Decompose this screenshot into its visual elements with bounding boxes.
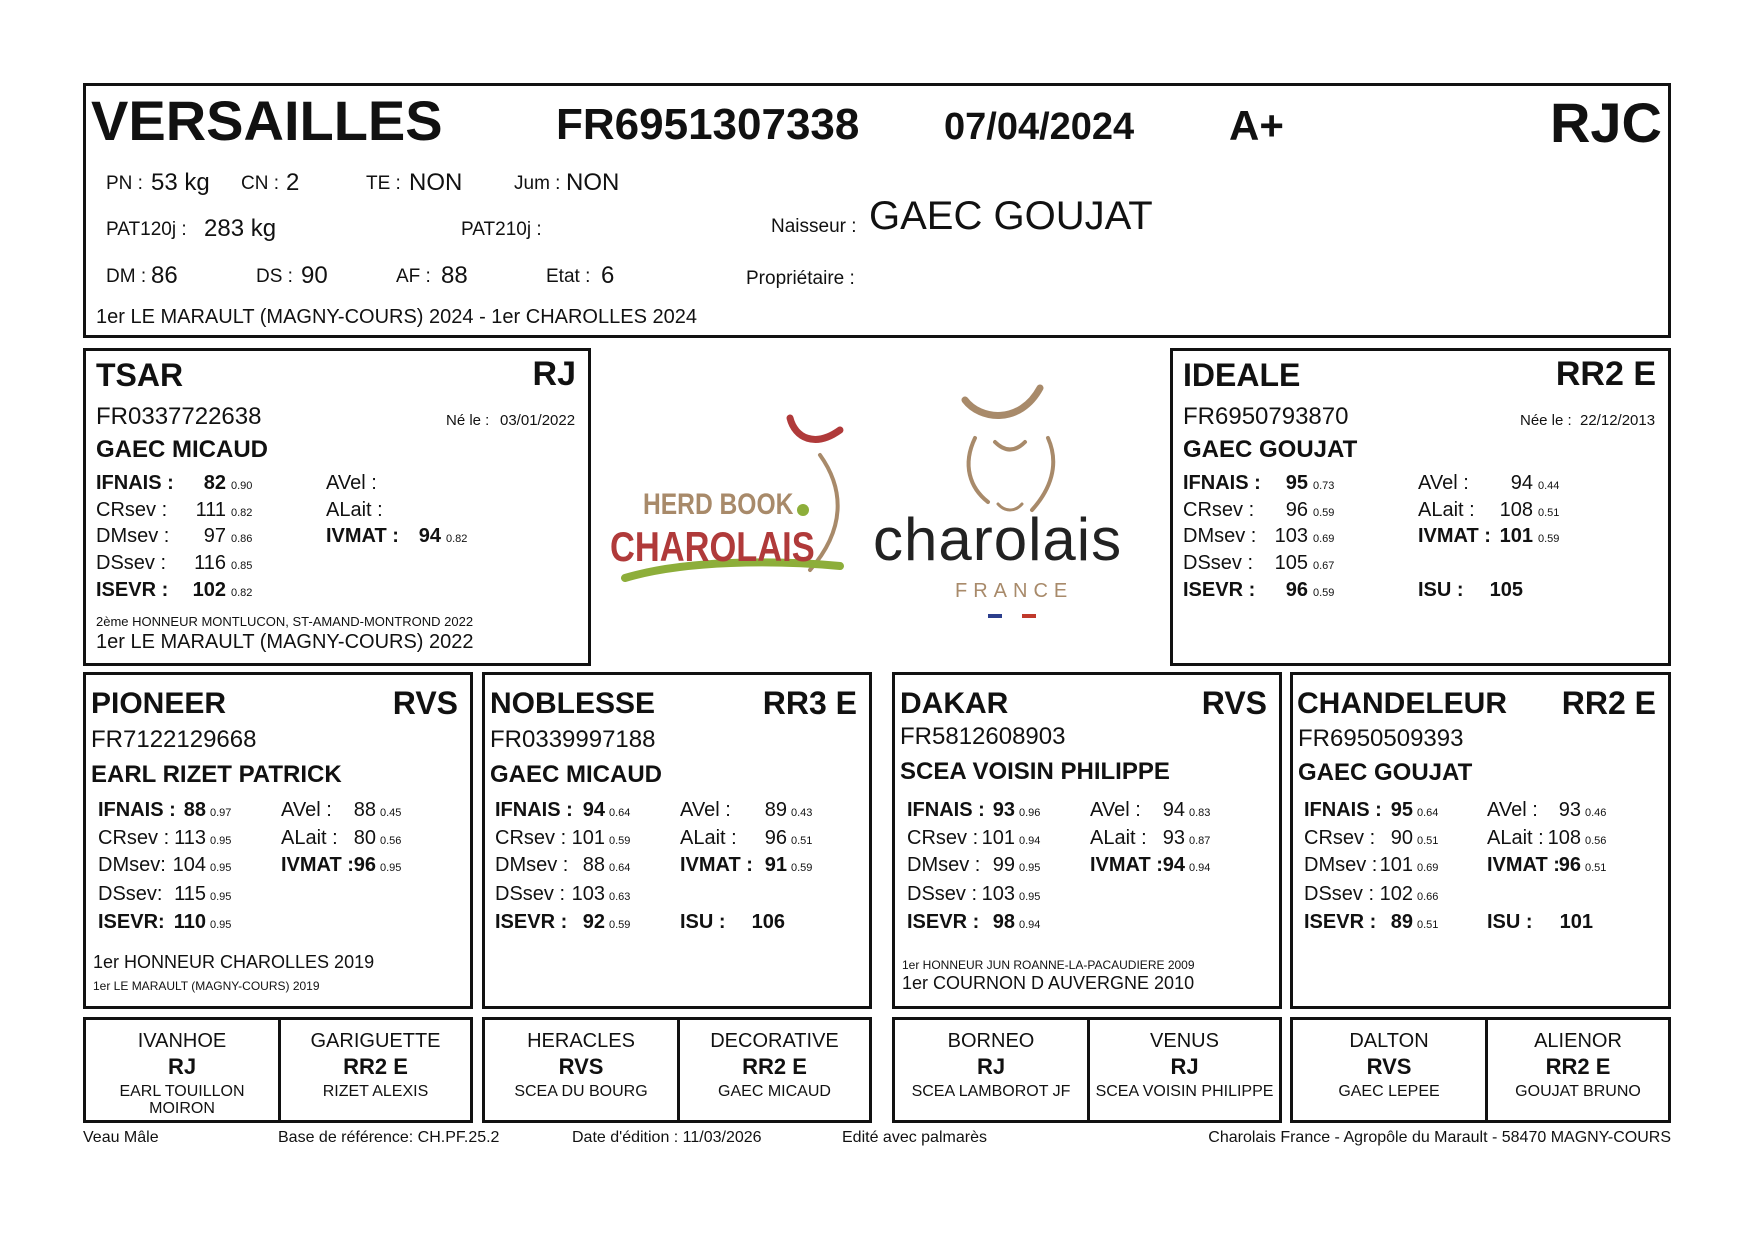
chandeleur-ivmat: 96 (1558, 854, 1581, 876)
grandparent-cell (281, 1020, 470, 1120)
noblesse-isevr-rel: 0.59 (609, 919, 631, 931)
chandeleur-alait-label: ALait : (1487, 827, 1544, 849)
dam-name: IDEALE (1183, 357, 1301, 393)
grandparent-owner: RIZET ALEXIS (322, 1083, 429, 1100)
grandparent-cell (1293, 1020, 1485, 1120)
herd-book-line1: HERD BOOK (643, 488, 794, 521)
parent-name: NOBLESSE (490, 687, 656, 720)
noblesse-ivmat: 91 (764, 854, 787, 876)
sire-isevr-label: ISEVR : (96, 579, 169, 601)
parent-owner: SCEA VOISIN PHILIPPE (900, 758, 1170, 785)
pioneer-alait-rel: 0.56 (380, 835, 402, 847)
animal-id: FR6951307338 (556, 100, 860, 149)
grandparents-group-3 (892, 1017, 1282, 1123)
pioneer-ivmat-label: IVMAT : (281, 854, 354, 876)
pioneer-palmares-2: 1er LE MARAULT (MAGNY-COURS) 2019 (93, 979, 320, 993)
dam-isevr-label: ISEVR : (1183, 579, 1256, 601)
sire-ifnais-rel: 0.90 (231, 480, 253, 492)
dakar-dssev-label: DSsev : (907, 883, 978, 905)
parent-card-noblesse (482, 672, 872, 1009)
dam-crsev-label: CRsev : (1183, 499, 1255, 521)
chandeleur-isevr-rel: 0.51 (1417, 919, 1439, 931)
jum-label: Jum : (514, 173, 561, 194)
dakar-dmsev-label: DMsev : (907, 854, 981, 876)
parent-card-dakar (892, 672, 1282, 1009)
grandparent-qual: RJ (976, 1054, 1006, 1079)
dakar-alait: 93 (1162, 827, 1185, 849)
grandparent-cell (1090, 1020, 1279, 1120)
chandeleur-dssev-rel: 0.66 (1417, 891, 1439, 903)
grandparent-owner: SCEA VOISIN PHILIPPE (1095, 1083, 1274, 1100)
etat-value: 6 (601, 262, 615, 289)
dakar-alait-label: ALait : (1090, 827, 1147, 849)
sire-dmsev-rel: 0.86 (231, 533, 253, 545)
grandparent-owner: SCEA DU BOURG (514, 1083, 648, 1100)
chandeleur-dmsev-rel: 0.69 (1417, 862, 1439, 874)
sire-ifnais: 82 (203, 472, 226, 494)
noblesse-dmsev-label: DMsev : (495, 854, 569, 876)
sire-dssev-label: DSsev : (96, 552, 167, 574)
footer-palmares: Edité avec palmarès (842, 1129, 987, 1146)
etat-label: Etat : (546, 266, 591, 287)
chandeleur-alait: 108 (1547, 827, 1581, 849)
jum-value: NON (566, 169, 620, 196)
grandparents-group-4 (1290, 1017, 1671, 1123)
dam-dmsev-rel: 0.69 (1313, 533, 1335, 545)
dm-label: DM : (106, 266, 147, 287)
pioneer-ivmat: 96 (353, 854, 376, 876)
dam-crsev: 96 (1285, 499, 1308, 521)
chandeleur-crsev: 90 (1390, 827, 1413, 849)
france-wordmark: FRANCE (955, 580, 1074, 602)
grandparent-owner: GOUJAT BRUNO (1515, 1083, 1641, 1100)
grandparent-name: ALIENOR (1534, 1030, 1622, 1052)
dakar-ifnais: 93 (992, 799, 1015, 821)
pat120-value: 283 kg (204, 215, 277, 242)
dam-isevr: 96 (1285, 579, 1308, 601)
dakar-avel: 94 (1162, 799, 1185, 821)
parent-qual: RR3 E (762, 685, 857, 721)
sire-ivmat-rel: 0.82 (446, 533, 468, 545)
chandeleur-ifnais-label: IFNAIS : (1304, 799, 1382, 821)
af-label: AF : (396, 266, 431, 287)
noblesse-alait-label: ALait : (680, 827, 737, 849)
pioneer-avel-rel: 0.45 (380, 807, 402, 819)
chandeleur-ifnais-rel: 0.64 (1417, 807, 1439, 819)
grandparents-group-2 (482, 1017, 872, 1123)
dakar-ivmat-label: IVMAT : (1090, 854, 1163, 876)
parent-name: DAKAR (900, 687, 1009, 720)
noblesse-dmsev: 88 (582, 854, 605, 876)
sire-dssev-rel: 0.85 (231, 560, 253, 572)
dam-avel-rel: 0.44 (1538, 480, 1560, 492)
dakar-crsev-label: CRsev : (907, 827, 979, 849)
dam-ivmat: 101 (1499, 525, 1533, 547)
sire-dmsev: 97 (203, 525, 226, 547)
chandeleur-avel-rel: 0.46 (1585, 807, 1607, 819)
noblesse-ivmat-rel: 0.59 (791, 862, 813, 874)
parent-name: CHANDELEUR (1297, 687, 1507, 720)
dakar-palmares-1: 1er HONNEUR JUN ROANNE-LA-PACAUDIERE 2009 (902, 958, 1195, 972)
pioneer-avel: 88 (353, 799, 376, 821)
pioneer-ifnais: 88 (183, 799, 206, 821)
herd-book-logo (605, 410, 865, 590)
sire-alait-label: ALait : (326, 499, 383, 521)
grandparent-owner: GAEC MICAUD (718, 1083, 831, 1100)
pioneer-dssev: 115 (174, 883, 206, 905)
noblesse-ifnais: 94 (582, 799, 605, 821)
grandparent-owner: SCEA LAMBOROT JF (911, 1083, 1071, 1100)
noblesse-ivmat-label: IVMAT : (680, 854, 753, 876)
parent-id: FR0339997188 (490, 726, 656, 753)
noblesse-isevr: 92 (582, 911, 605, 933)
pioneer-crsev-label: CRsev : (98, 827, 170, 849)
noblesse-dssev: 103 (571, 883, 605, 905)
pn-value: 53 kg (151, 169, 210, 196)
animal-grade: A+ (1229, 102, 1284, 149)
parent-qual: RVS (1201, 685, 1267, 721)
dam-ifnais-rel: 0.73 (1313, 480, 1335, 492)
parent-card-chandeleur (1290, 672, 1671, 1009)
grandparent-cell (86, 1020, 278, 1120)
dam-alait: 108 (1499, 499, 1533, 521)
chandeleur-avel-label: AVel : (1487, 799, 1538, 821)
footer-sex: Veau Mâle (83, 1129, 159, 1146)
ds-value: 90 (301, 262, 328, 289)
dam-ivmat-rel: 0.59 (1538, 533, 1560, 545)
dam-born: 22/12/2013 (1580, 412, 1656, 429)
sire-qual: RJ (532, 355, 576, 393)
pioneer-ifnais-label: IFNAIS : (98, 799, 176, 821)
pioneer-avel-label: AVel : (281, 799, 332, 821)
footer-base: Base de référence: CH.PF.25.2 (278, 1129, 500, 1146)
noblesse-isevr-label: ISEVR : (495, 911, 568, 933)
grandparent-name: DECORATIVE (710, 1030, 839, 1052)
sire-dssev: 116 (194, 552, 226, 574)
grandparent-qual: RVS (558, 1054, 604, 1079)
dam-isu-label: ISU : (1418, 579, 1464, 601)
noblesse-crsev: 101 (571, 827, 605, 849)
dakar-ivmat: 94 (1162, 854, 1185, 876)
te-value: NON (409, 169, 463, 196)
sire-born-label: Né le : (446, 412, 490, 429)
noblesse-isu: 106 (751, 911, 785, 933)
pioneer-dmsev: 104 (172, 854, 206, 876)
sire-born: 03/01/2022 (500, 412, 576, 429)
pn-label: PN : (106, 173, 143, 194)
dm-value: 86 (151, 262, 178, 289)
noblesse-ifnais-label: IFNAIS : (495, 799, 573, 821)
sire-avel-label: AVel : (326, 472, 377, 494)
chandeleur-ivmat-rel: 0.51 (1585, 862, 1607, 874)
pioneer-dmsev-rel: 0.95 (210, 862, 232, 874)
noblesse-avel-rel: 0.43 (791, 807, 813, 819)
pioneer-palmares-1: 1er HONNEUR CHAROLLES 2019 (93, 952, 375, 972)
grandparent-qual: RJ (167, 1054, 197, 1079)
pioneer-isevr-label: ISEVR: (98, 911, 165, 933)
dakar-avel-label: AVel : (1090, 799, 1141, 821)
sire-id: FR0337722638 (96, 403, 262, 430)
parent-qual: RVS (392, 685, 458, 721)
grandparent-name: IVANHOE (137, 1030, 227, 1052)
naisseur-label: Naisseur : (771, 216, 857, 237)
af-value: 88 (441, 262, 468, 289)
noblesse-dssev-rel: 0.63 (609, 891, 631, 903)
chandeleur-ifnais: 95 (1390, 799, 1413, 821)
grandparent-name: HERACLES (527, 1030, 635, 1052)
noblesse-ifnais-rel: 0.64 (609, 807, 631, 819)
pioneer-dssev-label: DSsev: (98, 883, 163, 905)
dakar-ifnais-rel: 0.96 (1019, 807, 1041, 819)
grandparent-name: GARIGUETTE (310, 1030, 441, 1052)
pioneer-ifnais-rel: 0.97 (210, 807, 232, 819)
dakar-dssev: 103 (981, 883, 1015, 905)
sire-palmares-1: 2ème HONNEUR MONTLUCON, ST-AMAND-MONTROND 2022 (96, 614, 474, 629)
dam-card (1170, 348, 1671, 666)
dakar-dmsev: 99 (992, 854, 1015, 876)
parent-card-pioneer (83, 672, 473, 1009)
pioneer-crsev-rel: 0.95 (210, 835, 232, 847)
parent-name: PIONEER (91, 687, 227, 720)
pioneer-ivmat-rel: 0.95 (380, 862, 402, 874)
noblesse-dmsev-rel: 0.64 (609, 862, 631, 874)
dakar-ifnais-label: IFNAIS : (907, 799, 985, 821)
ds-label: DS : (256, 266, 293, 287)
grandparent-owner: EARL TOUILLON MOIRON (119, 1083, 245, 1117)
noblesse-crsev-rel: 0.59 (609, 835, 631, 847)
sire-palmares-2: 1er LE MARAULT (MAGNY-COURS) 2022 (96, 631, 474, 653)
dam-ivmat-label: IVMAT : (1418, 525, 1491, 547)
dam-isevr-rel: 0.59 (1313, 587, 1335, 599)
dam-avel-label: AVel : (1418, 472, 1469, 494)
cn-label: CN : (241, 173, 279, 194)
herd-book-line2: CHAROLAIS (610, 523, 815, 570)
sire-owner: GAEC MICAUD (96, 436, 268, 463)
sire-crsev-rel: 0.82 (231, 507, 253, 519)
naisseur-value: GAEC GOUJAT (869, 194, 1153, 238)
dam-isu: 105 (1489, 579, 1523, 601)
chandeleur-ivmat-label: IVMAT : (1487, 854, 1560, 876)
dam-id: FR6950793870 (1183, 403, 1349, 430)
animal-palmares: 1er LE MARAULT (MAGNY-COURS) 2024 - 1er CHAROLLES 2024 (96, 306, 697, 328)
dakar-dmsev-rel: 0.95 (1019, 862, 1041, 874)
charolais-wordmark: charolais (873, 506, 1123, 573)
sire-crsev: 111 (195, 499, 226, 521)
chandeleur-crsev-label: CRsev : (1304, 827, 1376, 849)
te-label: TE : (366, 173, 401, 194)
grandparent-name: VENUS (1150, 1030, 1219, 1052)
dam-ifnais: 95 (1285, 472, 1308, 494)
animal-qualification: RJC (1549, 91, 1662, 154)
grandparent-cell (485, 1020, 677, 1120)
dam-avel: 94 (1510, 472, 1533, 494)
chandeleur-dssev: 102 (1379, 883, 1413, 905)
flag-stripe-blue (988, 614, 1002, 618)
cn-value: 2 (286, 169, 300, 196)
dam-ifnais-label: IFNAIS : (1183, 472, 1261, 494)
chandeleur-isevr: 89 (1390, 911, 1413, 933)
grandparent-qual: RR2 E (742, 1054, 807, 1079)
parent-owner: GAEC GOUJAT (1298, 759, 1473, 786)
noblesse-isu-label: ISU : (680, 911, 726, 933)
pioneer-alait-label: ALait : (281, 827, 338, 849)
grandparent-cell (1488, 1020, 1668, 1120)
parent-owner: GAEC MICAUD (490, 761, 662, 788)
dam-qual: RR2 E (1555, 355, 1656, 393)
dakar-isevr-label: ISEVR : (907, 911, 980, 933)
noblesse-dssev-label: DSsev : (495, 883, 566, 905)
grandparents-group-1 (83, 1017, 473, 1123)
noblesse-alait-rel: 0.51 (791, 835, 813, 847)
dakar-crsev: 101 (981, 827, 1015, 849)
proprietaire-label: Propriétaire : (746, 268, 855, 289)
pioneer-dmsev-label: DMsev: (98, 854, 166, 876)
dam-alait-label: ALait : (1418, 499, 1475, 521)
footer-edition: Date d'édition : 11/03/2026 (572, 1129, 762, 1146)
dakar-isevr: 98 (992, 911, 1015, 933)
pioneer-isevr-rel: 0.95 (210, 919, 232, 931)
sire-ivmat: 94 (418, 525, 441, 547)
sire-name: TSAR (96, 357, 184, 393)
chandeleur-dmsev: 101 (1379, 854, 1413, 876)
dam-crsev-rel: 0.59 (1313, 507, 1335, 519)
grandparent-owner: GAEC LEPEE (1338, 1083, 1440, 1100)
chandeleur-isu: 101 (1559, 911, 1593, 933)
dam-dssev: 105 (1274, 552, 1308, 574)
pat120-label: PAT120j : (106, 219, 187, 240)
sire-ifnais-label: IFNAIS : (96, 472, 174, 494)
sire-dmsev-label: DMsev : (96, 525, 170, 547)
chandeleur-isu-label: ISU : (1487, 911, 1533, 933)
footer-address: Charolais France - Agropôle du Marault - 58470 MAGNY-COURS (1208, 1129, 1671, 1146)
pioneer-isevr: 110 (173, 911, 206, 933)
grandparent-qual: RR2 E (1545, 1054, 1611, 1079)
dakar-crsev-rel: 0.94 (1019, 835, 1041, 847)
animal-date: 07/04/2024 (944, 106, 1135, 148)
grandparent-qual: RJ (1170, 1054, 1199, 1079)
dam-owner: GAEC GOUJAT (1183, 436, 1358, 463)
grandparent-cell (895, 1020, 1087, 1120)
sire-isevr: 102 (192, 579, 226, 601)
animal-name: VERSAILLES (91, 89, 443, 152)
parent-owner: EARL RIZET PATRICK (91, 761, 342, 788)
parent-id: FR6950509393 (1298, 725, 1464, 752)
parent-id: FR5812608903 (900, 723, 1066, 750)
dam-dssev-label: DSsev : (1183, 552, 1254, 574)
dakar-isevr-rel: 0.94 (1019, 919, 1041, 931)
noblesse-crsev-label: CRsev : (495, 827, 567, 849)
dakar-palmares-2: 1er COURNON D AUVERGNE 2010 (902, 973, 1195, 993)
dakar-alait-rel: 0.87 (1189, 835, 1211, 847)
parent-id: FR7122129668 (91, 726, 257, 753)
animal-card (83, 83, 1671, 338)
chandeleur-alait-rel: 0.56 (1585, 835, 1607, 847)
dakar-avel-rel: 0.83 (1189, 807, 1211, 819)
grandparent-name: DALTON (1349, 1030, 1429, 1052)
dakar-ivmat-rel: 0.94 (1189, 862, 1211, 874)
pioneer-crsev: 113 (174, 827, 206, 849)
dam-alait-rel: 0.51 (1538, 507, 1560, 519)
sire-card (83, 348, 591, 666)
chandeleur-isevr-label: ISEVR : (1304, 911, 1377, 933)
grandparent-name: BORNEO (947, 1030, 1035, 1052)
sire-crsev-label: CRsev : (96, 499, 168, 521)
dam-born-label: Née le : (1520, 412, 1572, 429)
pioneer-alait: 80 (353, 827, 376, 849)
pat210-label: PAT210j : (461, 219, 542, 240)
dakar-dssev-rel: 0.95 (1019, 891, 1041, 903)
grandparent-qual: RR2 E (343, 1054, 408, 1079)
grandparent-cell (680, 1020, 869, 1120)
chandeleur-crsev-rel: 0.51 (1417, 835, 1439, 847)
flag-stripe-red (1022, 614, 1036, 618)
sire-ivmat-label: IVMAT : (326, 525, 399, 547)
dam-dssev-rel: 0.67 (1313, 560, 1335, 572)
grandparent-qual: RVS (1366, 1054, 1412, 1079)
dam-dmsev-label: DMsev : (1183, 525, 1257, 547)
chandeleur-dmsev-label: DMsev : (1304, 854, 1378, 876)
parent-qual: RR2 E (1561, 685, 1656, 721)
noblesse-avel-label: AVel : (680, 799, 731, 821)
dam-dmsev: 103 (1274, 525, 1308, 547)
chandeleur-dssev-label: DSsev : (1304, 883, 1375, 905)
noblesse-alait: 96 (764, 827, 787, 849)
noblesse-avel: 89 (764, 799, 787, 821)
sire-isevr-rel: 0.82 (231, 587, 253, 599)
pioneer-dssev-rel: 0.95 (210, 891, 232, 903)
charolais-france-logo (870, 380, 1170, 630)
chandeleur-avel: 93 (1558, 799, 1581, 821)
